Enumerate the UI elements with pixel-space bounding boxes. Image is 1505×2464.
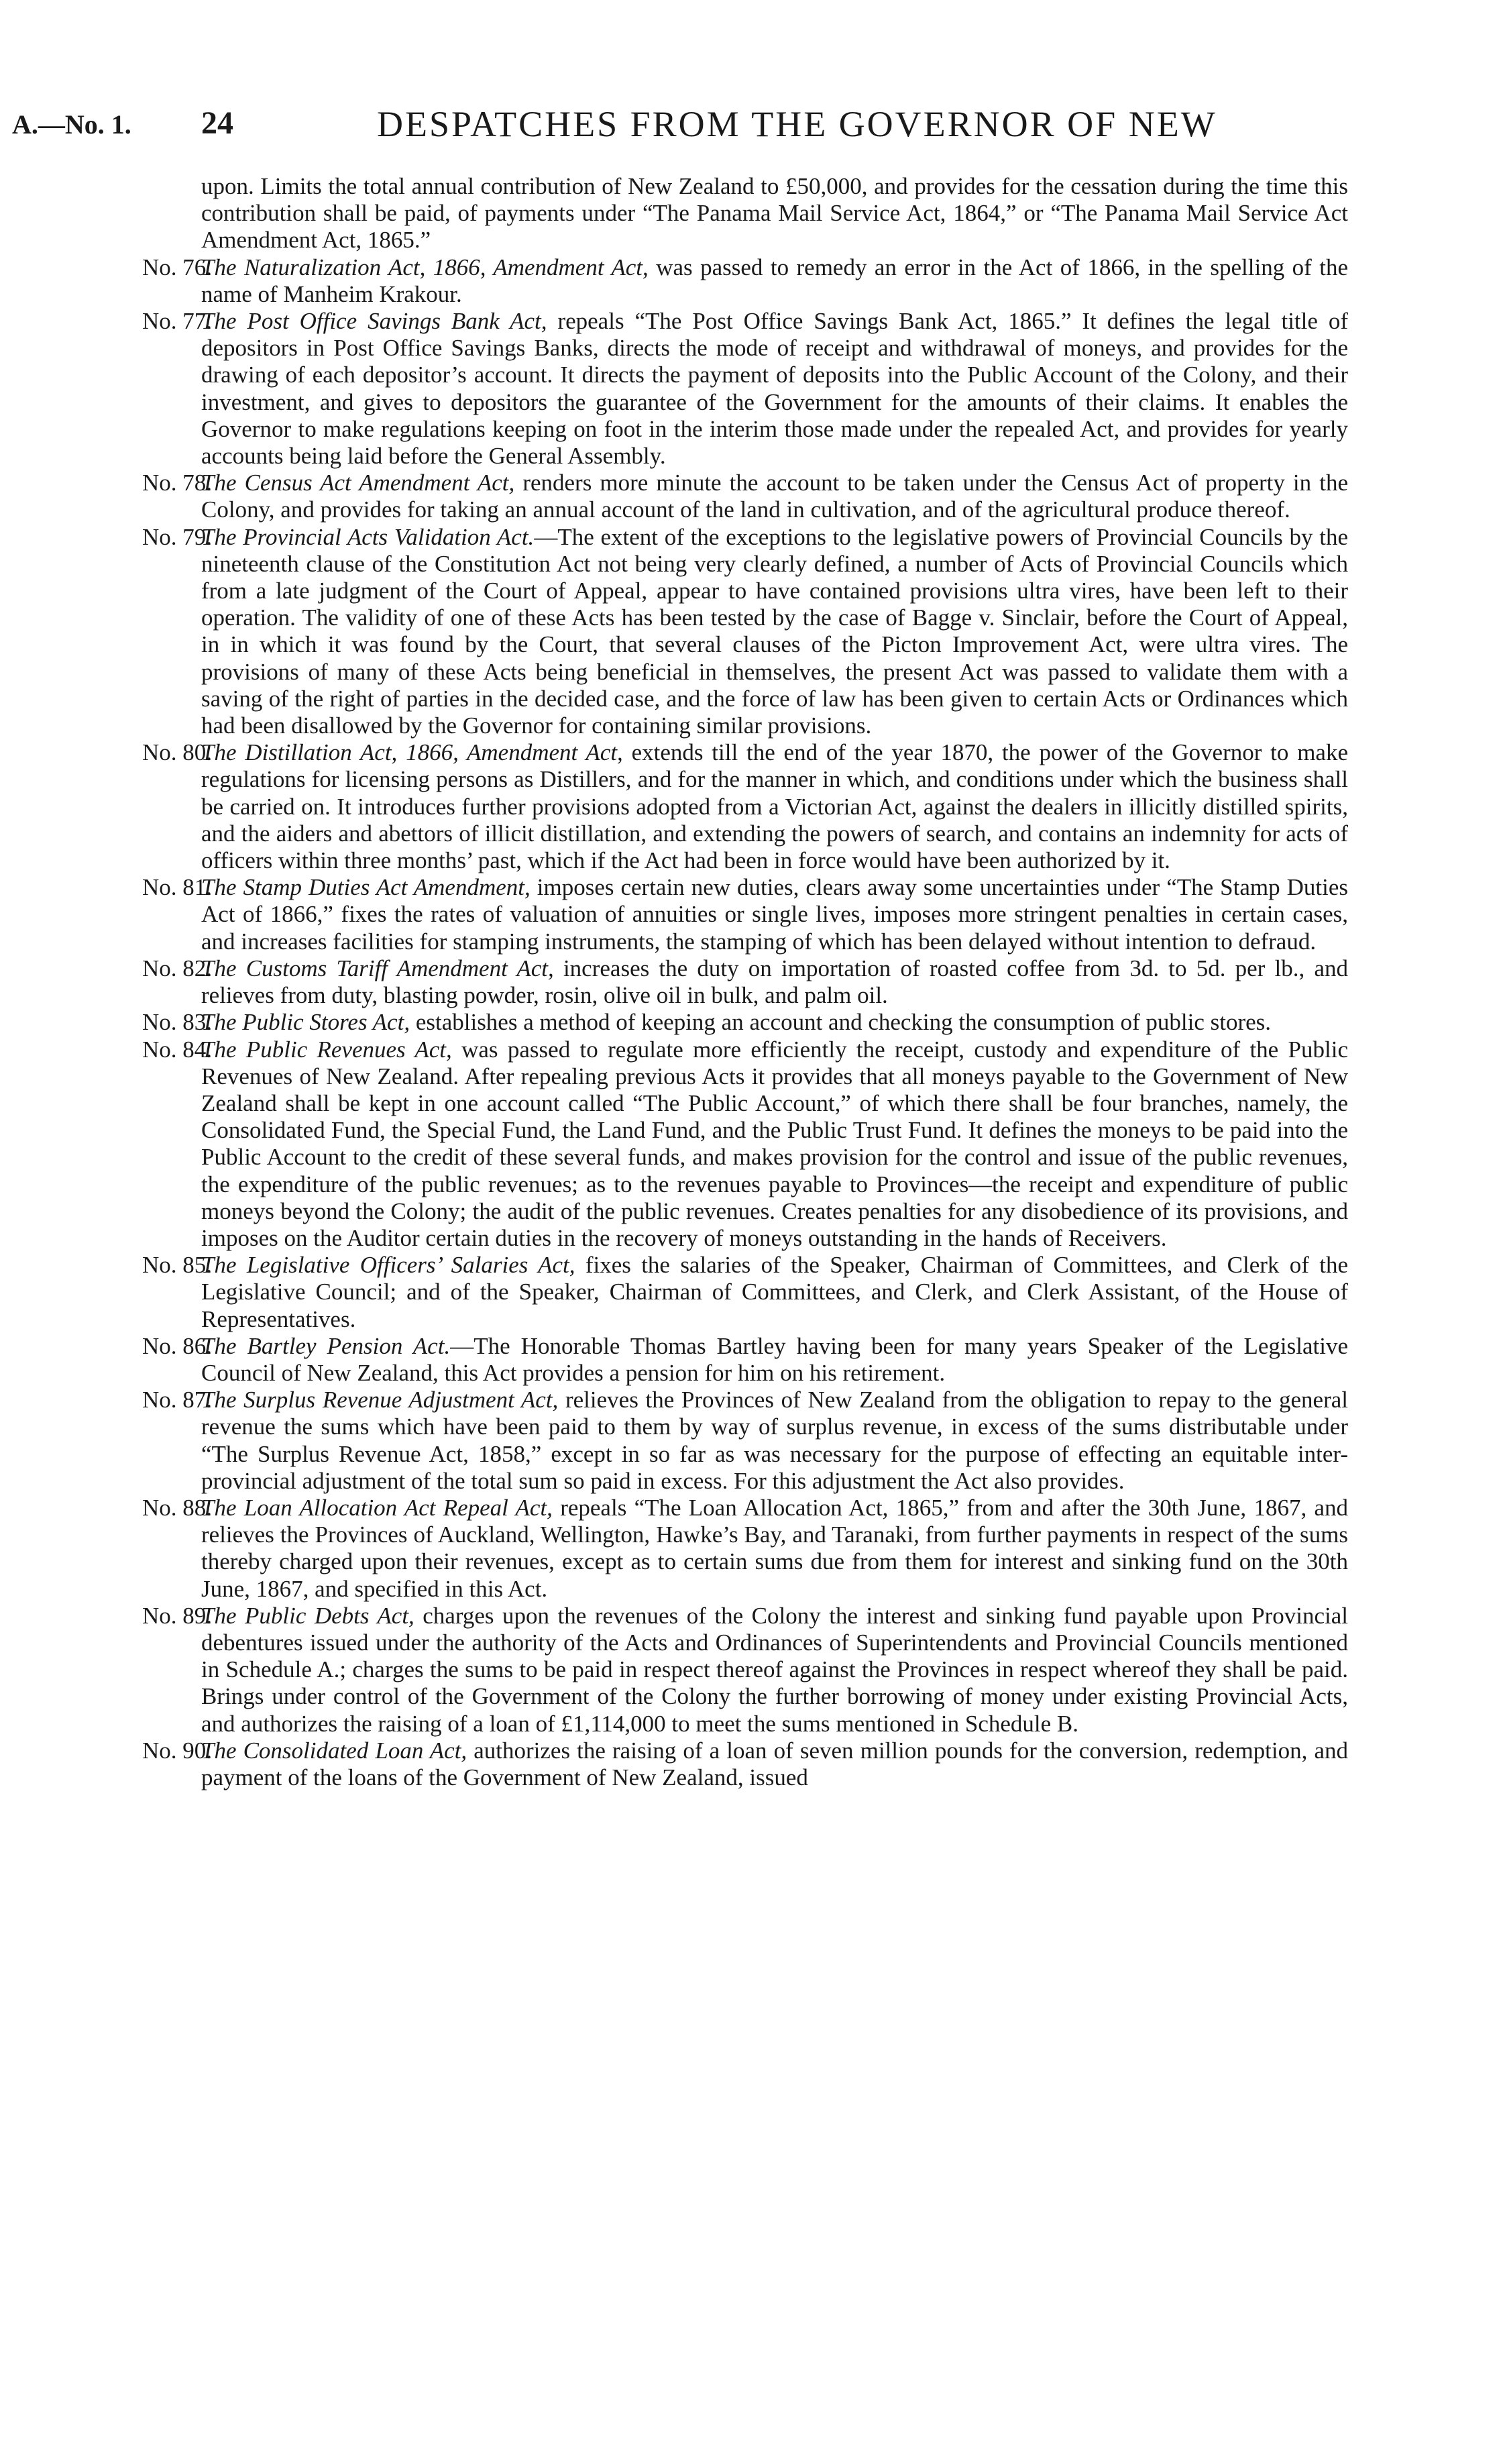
paragraph-text: —The Honorable Thomas Bartley having been for many years Speaker of the Legislative Council of New Zealand, this Act provides a pension for him on his retirement. <box>201 1332 1348 1386</box>
act-title: The Customs Tariff Amendment Act, <box>201 955 554 981</box>
running-title: DESPATCHES FROM THE GOVERNOR OF NEW <box>377 104 1217 144</box>
act-paragraph <box>142 1009 1348 1036</box>
paragraph-text: authorizes the raising of a loan of seven million pounds for the conversion, redemption, and payment of the loans of the Government of New Zealand, issued <box>201 1737 1348 1790</box>
paragraph-text: imposes certain new duties, clears away some uncertainties under “The Stamp Duties Act of 1866,” fixes the rates of valuation of annuities or single lives, imposes more stringent penalties in certain cases, and increases facilities for stamping instruments, the stamping of which has been delayed without intention to defraud. <box>201 874 1348 955</box>
act-paragraph <box>142 1332 1348 1387</box>
act-paragraph <box>142 1036 1348 1252</box>
paragraph-text: extends till the end of the year 1870, the power of the Governor to make regulations for licensing persons as Distillers, and for the manner in which, and conditions under which the business shall be carried on. It introduces further provisions adopted from a Victorian Act, against the dealers in illicitly distilled spirits, and the aiders and abettors of illicit distillation, and extending the powers of search, and contains an indemnity for acts of officers within three months’ past, which if the Act had been in force would have been authorized by it. <box>201 739 1348 874</box>
act-paragraph <box>142 254 1349 308</box>
paragraph-number: No. 84. <box>142 1036 213 1063</box>
act-paragraph <box>142 874 1348 955</box>
act-paragraph <box>142 739 1348 874</box>
act-paragraph <box>142 1252 1348 1333</box>
paragraph-text: —The extent of the exceptions to the legislative powers of Provincial Councils by the nineteenth clause of the Constitution Act not being very clearly defined, a number of Acts of Provincial Councils which from a late judgment of the Court of Appeal, appear to have contained provisions ultra vires, have been left to their operation. The validity of one of these Acts has been tested by the case of Bagge v. Sinclair, before the Court of Appeal, in in which it was found by the Court, that several clauses of the Picton Improvement Act, were ultra vires. The provisions of many of these Acts being beneficial in themselves, the present Act was passed to validate them with a saving of the right of parties in the decided case, and the force of law has been given to certain Acts or Ordinances which had been disallowed by the Governor for containing similar provisions. <box>201 523 1348 739</box>
document-body <box>142 173 1349 1791</box>
act-title: The Loan Allocation Act Repeal Act, <box>201 1494 553 1521</box>
act-paragraph <box>142 955 1348 1009</box>
paragraph-number: No. 86. <box>142 1332 213 1359</box>
act-paragraph <box>201 173 1348 254</box>
act-paragraph <box>142 1737 1348 1791</box>
paragraph-number: No. 80. <box>142 739 213 766</box>
act-title: The Consolidated Loan Act, <box>201 1737 467 1764</box>
paragraph-text: charges upon the revenues of the Colony the interest and sinking fund payable upon Provincial debentures issued under the authority of the Acts and Ordinances of Superintendents and Provincial Councils mentioned in Schedule A.; charges the sums to be paid in respect thereof against the Provinces in respect whereof they shall be paid. Brings under control of the Government of the Colony the further borrowing of money under existing Provincial Acts, and authorizes the raising of a loan of £1,114,000 to meet the sums mentioned in Schedule B. <box>201 1602 1348 1737</box>
act-title: The Surplus Revenue Adjustment Act, <box>201 1387 559 1413</box>
act-title: The Public Debts Act, <box>201 1602 414 1629</box>
paragraph-number: No. 88. <box>142 1494 213 1521</box>
page-number: 24 <box>201 105 233 141</box>
act-title: The Provincial Acts Validation Act. <box>201 523 535 550</box>
act-paragraph <box>142 1494 1348 1603</box>
act-title: The Distillation Act, 1866, Amendment Act, <box>201 739 623 766</box>
paragraph-text: relieves the Provinces of New Zealand from the obligation to repay to the general revenue the sums which have been paid to them by way of surplus revenue, in excess of the sums distributable under “The Surplus Revenue Act, 1858,” except in so far as was necessary for the purpose of effecting an equitable inter-provincial adjustment of the total sum so paid in excess. For this adjustment the Act also provides. <box>201 1387 1349 1494</box>
act-paragraph <box>142 1602 1348 1737</box>
paragraph-text: increases the duty on importation of roasted coffee from 3d. to 5d. per lb., and relieves from duty, blasting powder, rosin, olive oil in bulk, and palm oil. <box>201 955 1348 1009</box>
paragraph-number: No. 77. <box>142 308 213 335</box>
paragraph-text: was passed to remedy an error in the Act of 1866, in the spelling of the name of Manheim Krakour. <box>201 254 1349 307</box>
act-title: The Public Revenues Act, <box>201 1036 452 1063</box>
act-title: The Stamp Duties Act Amendment, <box>201 874 531 901</box>
paragraph-number: No. 89. <box>142 1602 213 1629</box>
act-title: The Post Office Savings Bank Act, <box>201 308 547 335</box>
act-paragraph <box>142 1387 1349 1495</box>
act-title: The Legislative Officers’ Salaries Act, <box>201 1252 575 1279</box>
paragraph-number: No. 85. <box>142 1252 213 1279</box>
paragraph-number: No. 82. <box>142 955 213 981</box>
paragraph-number: No. 81. <box>142 874 213 901</box>
page-header <box>0 101 1505 148</box>
act-title: The Naturalization Act, 1866, Amendment Act, <box>201 254 649 280</box>
paragraph-text: was passed to regulate more efficiently the receipt, custody and expenditure of the Public Revenues of New Zealand. After repealing previous Acts it provides that all moneys payable to the Government of New Zealand shall be kept in one account called “The Public Account,” of which there shall be four branches, namely, the Consolidated Fund, the Special Fund, the Land Fund, and the Public Trust Fund. It defines the moneys to be paid into the Public Account to the credit of these several funds, and makes provision for the control and issue of the public revenues, the expenditure of the public revenues; as to the revenues payable to Provinces—the receipt and expenditure of public moneys beyond the Colony; the audit of the public revenues. Creates penalties for any disobedience of its provisions, and imposes on the Auditor certain duties in the recovery of moneys outstanding in the hands of Receivers. <box>201 1036 1348 1251</box>
paragraph-text: upon. Limits the total annual contribution of New Zealand to £50,000, and provides for the cessation during the time this contribution shall be paid, of payments under “The Panama Mail Service Act, 1864,” or “The Panama Mail Service Act Amendment Act, 1865.” <box>201 173 1348 254</box>
paragraph-number: No. 76. <box>142 254 213 280</box>
act-paragraph <box>142 470 1348 523</box>
paragraph-text: renders more minute the account to be taken under the Census Act of property in the Colony, and provides for taking an annual account of the land in cultivation, and of the agricultural produce thereof. <box>201 470 1348 523</box>
paragraph-number: No. 79. <box>142 523 213 550</box>
act-paragraph <box>142 308 1348 470</box>
paragraph-text: establishes a method of keeping an account and checking the consumption of public stores. <box>410 1009 1272 1036</box>
paragraph-number: No. 87. <box>142 1387 213 1413</box>
paragraph-text: repeals “The Post Office Savings Bank Act, 1865.” It defines the legal title of depositors in Post Office Savings Banks, directs the mode of receipt and withdrawal of moneys, and provides for the drawing of each depositor’s account. It directs the payment of deposits into the Public Account of the Colony, and their investment, and gives to depositors the guarantee of the Government for the amounts of their claims. It enables the Governor to make regulations keeping on foot in the interim those made under the repealed Act, and provides for yearly accounts being laid before the General Assembly. <box>201 308 1348 470</box>
paragraph-number: No. 83. <box>142 1009 213 1036</box>
paragraph-number: No. 90. <box>142 1737 213 1764</box>
paragraph-text: fixes the salaries of the Speaker, Chairman of Committees, and Clerk of the Legislative Council; and of the Speaker, Chairman of Committees, and Clerk, and Clerk Assistant, of the House of Representatives. <box>201 1252 1348 1332</box>
paragraph-text: repeals “The Loan Allocation Act, 1865,” from and after the 30th June, 1867, and relieves the Provinces of Auckland, Wellington, Hawke’s Bay, and Taranaki, from further payments in respect of the sums thereby charged upon their revenues, except as to certain sums due from them for interest and sinking fund on the 30th June, 1867, and specified in this Act. <box>201 1494 1348 1602</box>
act-title: The Public Stores Act, <box>201 1009 410 1036</box>
act-paragraph <box>142 523 1348 740</box>
paragraph-number: No. 78. <box>142 470 213 496</box>
act-title: The Bartley Pension Act. <box>201 1332 451 1359</box>
act-title: The Census Act Amendment Act, <box>201 470 515 496</box>
document-reference: A.—No. 1. <box>12 109 131 140</box>
